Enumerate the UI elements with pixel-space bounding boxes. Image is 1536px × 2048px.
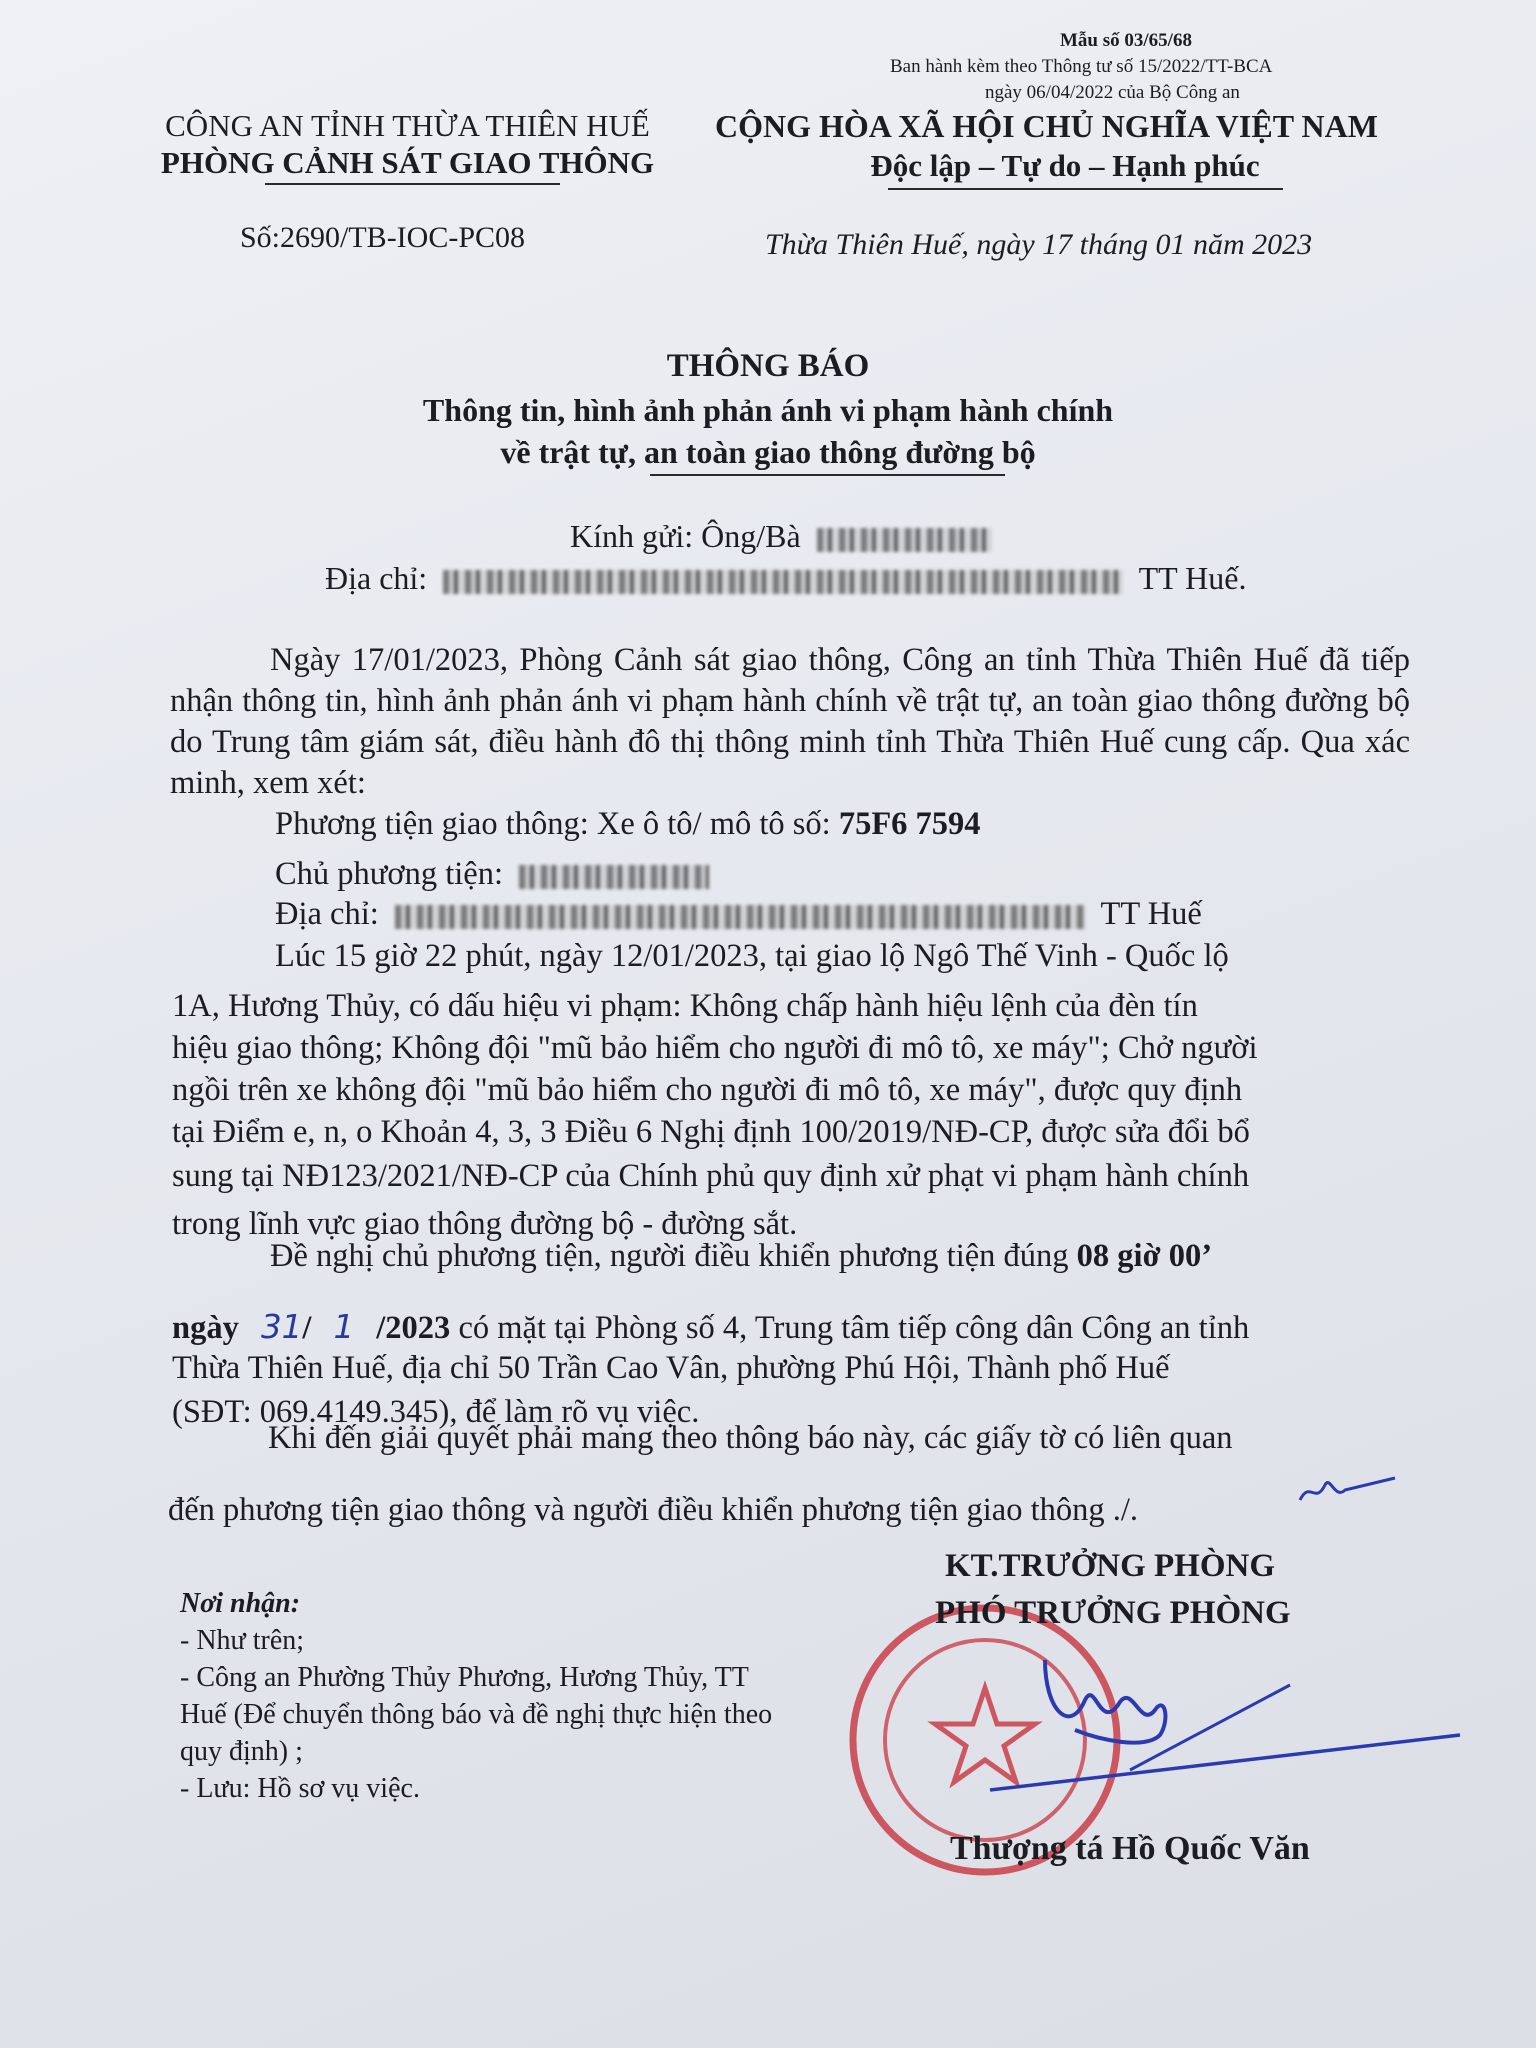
request-line-1 <box>270 1238 1212 1275</box>
salutation-label: Kính gửi: Ông/Bà <box>570 518 801 554</box>
national-motto: Độc lập – Tự do – Hạnh phúc <box>870 148 1260 183</box>
document-title: THÔNG BÁO <box>666 348 870 384</box>
recipient-item: - Lưu: Hồ sơ vụ việc. <box>180 1773 420 1804</box>
handwritten-day: 31 <box>260 1308 303 1346</box>
violation-line-4: ngồi trên xe không đội "mũ bảo hiểm cho người đi mô tô, xe máy", được quy định <box>172 1072 1243 1108</box>
initial-mark <box>1290 1470 1400 1510</box>
recipient-address <box>325 560 1246 597</box>
redacted-owner <box>519 865 709 889</box>
redacted-name <box>817 528 992 552</box>
vehicle-line <box>275 806 981 843</box>
request-line-3: Thừa Thiên Huế, địa chỉ 50 Trần Cao Vân, phường Phú Hội, Thành phố Huế <box>172 1350 1170 1386</box>
recipients-block <box>180 1585 800 1807</box>
redacted-address <box>443 570 1123 594</box>
request-line-2 <box>172 1308 1249 1347</box>
issuing-department: PHÒNG CẢNH SÁT GIAO THÔNG <box>160 145 655 180</box>
recipient-item: - Như trên; <box>180 1625 305 1656</box>
owner-line <box>275 856 709 893</box>
request-location: có mặt tại Phòng số 4, Trung tâm tiếp công dân Công an tỉnh <box>450 1310 1250 1346</box>
header-underline-left <box>265 183 560 185</box>
owner-address-line <box>275 896 1202 933</box>
document-subtitle-2: về trật tự, an toàn giao thông đường bộ <box>500 434 1036 470</box>
recipient-address-suffix: TT Huế. <box>1138 560 1247 596</box>
violation-line-3: hiệu giao thông; Không đội "mũ bảo hiểm cho người đi mô tô, xe máy"; Chở người <box>172 1030 1258 1066</box>
owner-address-suffix: TT Huế <box>1100 896 1202 932</box>
owner-label: Chủ phương tiện: <box>275 856 503 892</box>
signature-title-1: KT.TRƯỞNG PHÒNG <box>945 1548 1275 1584</box>
license-plate: 75F6 7594 <box>838 806 981 842</box>
request-line-4: (SĐT: 069.4149.345), để làm rõ vụ việc. <box>172 1394 700 1430</box>
violation-line-7: trong lĩnh vực giao thông đường bộ - đường sắt. <box>172 1206 798 1242</box>
issuing-agency: CÔNG AN TỈNH THỪA THIÊN HUẾ <box>165 108 650 143</box>
request-text: Đề nghị chủ phương tiện, người điều khiển phương tiện đúng <box>270 1238 1077 1274</box>
intro-paragraph: Ngày 17/01/2023, Phòng Cảnh sát giao thông, Công an tỉnh Thừa Thiên Huế đã tiếp nhận thông tin, hình ảnh phản ánh vi phạm hành chính về trật tự, an toàn giao thông đường bộ do Trung tâm giám sát, điều hành đô thị thông minh tỉnh Thừa Thiên Huế cung cấp. Qua xác minh, xem xét: <box>170 642 1410 801</box>
document-subtitle-1: Thông tin, hình ảnh phản ánh vi phạm hành chính <box>422 392 1114 428</box>
vehicle-label: Phương tiện giao thông: Xe ô tô/ mô tô số: <box>275 806 831 842</box>
place-and-date: Thừa Thiên Huế, ngày 17 tháng 01 năm 2023 <box>765 228 1313 261</box>
salutation <box>570 518 992 555</box>
signer-name: Thượng tá Hồ Quốc Văn <box>950 1830 1310 1867</box>
handwritten-month: 1 <box>333 1308 355 1346</box>
signature-title-2: PHÓ TRƯỞNG PHÒNG <box>935 1595 1291 1631</box>
recipient-item: - Công an Phường Thủy Phương, Hương Thủy, TT Huế (Để chuyển thông báo và đề nghị thực hiện theo quy định) ; <box>180 1662 773 1767</box>
form-issued-line-1: Ban hành kèm theo Thông tư số 15/2022/TT-BCA <box>890 56 1273 77</box>
violation-line-5: tại Điểm e, n, o Khoản 4, 3, 3 Điều 6 Nghị định 100/2019/NĐ-CP, được sửa đổi bổ <box>172 1114 1250 1150</box>
bring-line-2: đến phương tiện giao thông và người điều khiển phương tiện giao thông ./. <box>168 1492 1139 1528</box>
handwritten-signature <box>950 1640 1470 1840</box>
form-issued-line-2: ngày 06/04/2022 của Bộ Công an <box>985 82 1240 103</box>
header-underline-right <box>888 188 1283 190</box>
document-number: Số:2690/TB-IOC-PC08 <box>240 221 526 254</box>
violation-line-6: sung tại NĐ123/2021/NĐ-CP của Chính phủ quy định xử phạt vi phạm hành chính <box>172 1158 1250 1194</box>
title-underline <box>650 474 1005 476</box>
redacted-owner-address <box>395 905 1085 929</box>
owner-address-label: Địa chỉ: <box>275 896 379 932</box>
appointment-ngay: ngày <box>172 1310 239 1346</box>
violation-line-1: Lúc 15 giờ 22 phút, ngày 12/01/2023, tại giao lộ Ngô Thế Vinh - Quốc lộ <box>275 938 1229 974</box>
recipient-address-label: Địa chỉ: <box>325 560 428 596</box>
appointment-time: 08 giờ 00’ <box>1076 1238 1213 1274</box>
recipients-title: Nơi nhận: <box>180 1588 301 1619</box>
appointment-year: /2023 <box>376 1310 451 1346</box>
bring-line-1: Khi đến giải quyết phải mang theo thông báo này, các giấy tờ có liên quan <box>268 1420 1233 1456</box>
date-separator: / <box>302 1310 312 1346</box>
national-title: CỘNG HÒA XÃ HỘI CHỦ NGHĨA VIỆT NAM <box>715 108 1378 144</box>
violation-line-2: 1A, Hương Thủy, có dấu hiệu vi phạm: Không chấp hành hiệu lệnh của đèn tín <box>172 988 1198 1024</box>
form-number: Mẫu số 03/65/68 <box>1060 30 1192 51</box>
